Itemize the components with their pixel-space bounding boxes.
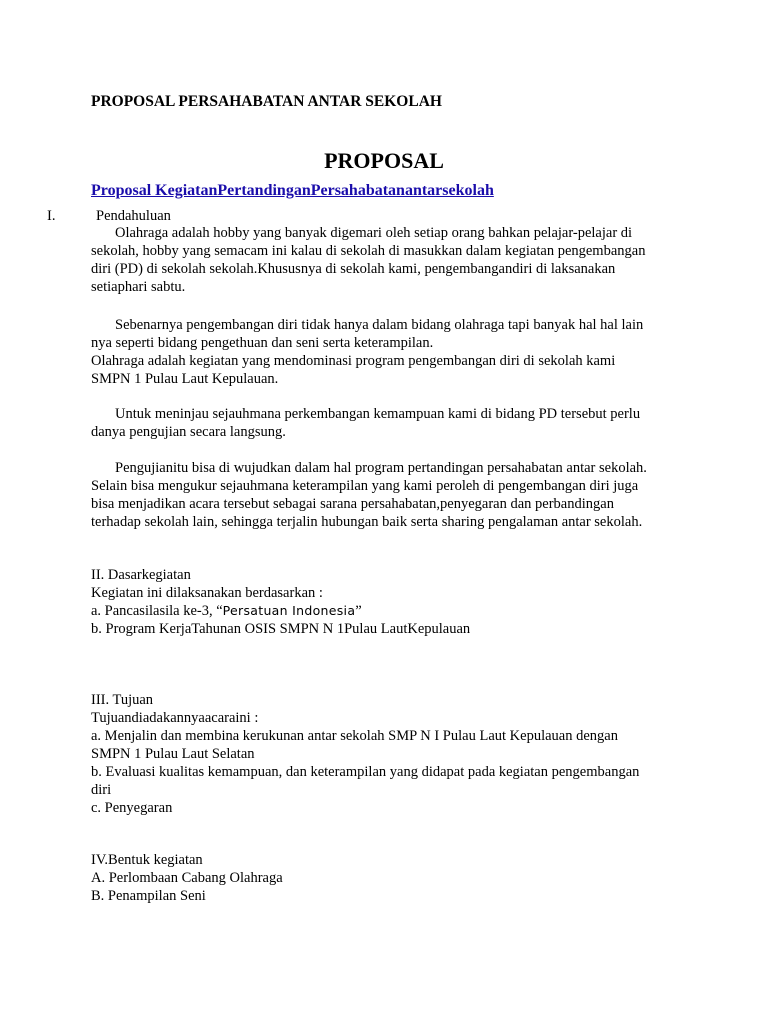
section-3-line: c. Penyegaran xyxy=(91,800,173,816)
proposal-link[interactable]: Proposal KegiatanPertandinganPersahabatanantarsekolah xyxy=(91,182,494,199)
section-1-paragraph-2 xyxy=(91,316,681,388)
item-a-suffix: ” xyxy=(355,603,362,619)
paragraph-line: nya seperti bidang pengethuan dan seni serta keterampilan. xyxy=(91,335,434,351)
paragraph-line: Olahraga adalah hobby yang banyak digemari oleh setiap orang bahkan pelajar-pelajar di xyxy=(115,225,633,241)
section-1-paragraph-3 xyxy=(91,405,681,441)
section-3-line: SMPN 1 Pulau Laut Selatan xyxy=(91,746,255,762)
section-1-paragraph-4 xyxy=(91,459,681,531)
section-2-title: II. Dasarkegiatan xyxy=(91,567,191,583)
paragraph-line: Olahraga adalah kegiatan yang mendominasi program pengembangan diri di sekolah kami xyxy=(91,353,616,369)
section-3-line: b. Evaluasi kualitas kemampuan, dan keterampilan yang didapat pada kegiatan pengembangan xyxy=(91,764,640,780)
section-1-numeral: I. xyxy=(47,208,56,224)
section-2 xyxy=(91,566,681,638)
paragraph-line: Untuk meninjau sejauhmana perkembangan kemampuan kami di bidang PD tersebut perlu xyxy=(115,406,641,422)
section-3-line: a. Menjalin dan membina kerukunan antar sekolah SMP N I Pulau Laut Kepulauan dengan xyxy=(91,728,618,744)
paragraph-line: Selain bisa mengukur sejauhmana keterampilan yang kami peroleh di pengembangan diri juga xyxy=(91,478,639,494)
paragraph-line: setiaphari sabtu. xyxy=(91,279,186,295)
paragraph-line: SMPN 1 Pulau Laut Kepulauan. xyxy=(91,371,279,387)
section-4 xyxy=(91,851,681,905)
paragraph-line: terhadap sekolah lain, sehingga terjalin hubungan baik serta sharing pengalaman antar sekolah. xyxy=(91,514,643,530)
section-4-item: B. Penampilan Seni xyxy=(91,888,206,904)
document-title: PROPOSAL PERSAHABATAN ANTAR SEKOLAH xyxy=(91,93,442,110)
item-a-quote: Persatuan Indonesia xyxy=(222,603,356,618)
paragraph-line: sekolah, hobby yang semacam ini kalau di sekolah di masukkan dalam kegiatan pengembangan xyxy=(91,243,646,259)
paragraph-line: Pengujianitu bisa di wujudkan dalam hal program pertandingan persahabatan antar sekolah. xyxy=(115,460,647,476)
item-a-prefix: a. Pancasilasila ke-3, “ xyxy=(91,603,223,619)
section-1-title: Pendahuluan xyxy=(96,208,171,224)
section-2-item-b: b. Program KerjaTahunan OSIS SMPN N 1Pulau LautKepulauan xyxy=(91,621,471,637)
section-4-item: A. Perlombaan Cabang Olahraga xyxy=(91,870,283,886)
main-heading: PROPOSAL xyxy=(324,148,444,173)
paragraph-line: Sebenarnya pengembangan diri tidak hanya dalam bidang olahraga tapi banyak hal hal lain xyxy=(115,317,644,333)
section-2-intro: Kegiatan ini dilaksanakan berdasarkan : xyxy=(91,585,323,601)
section-3-title: III. Tujuan xyxy=(91,692,154,708)
section-3-intro: Tujuandiadakannyaacaraini : xyxy=(91,710,259,726)
section-3 xyxy=(91,691,681,817)
section-1-paragraph-1 xyxy=(91,224,681,296)
section-3-line: diri xyxy=(91,782,112,798)
section-4-title: IV.Bentuk kegiatan xyxy=(91,852,203,868)
paragraph-line: bisa menjadikan acara tersebut sebagai sarana persahabatan,penyegaran dan perbandingan xyxy=(91,496,614,512)
section-2-item-a xyxy=(91,602,681,620)
paragraph-line: danya pengujian secara langsung. xyxy=(91,424,286,440)
paragraph-line: diri (PD) di sekolah sekolah.Khususnya di sekolah kami, pengembangandiri di laksanakan xyxy=(91,261,616,277)
